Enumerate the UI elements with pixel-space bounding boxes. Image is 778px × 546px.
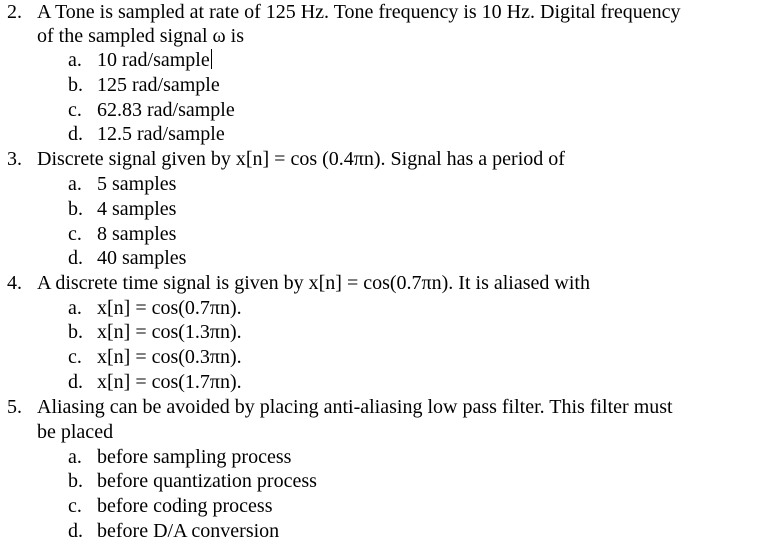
question-text: of the sampled signal ω is [37,25,245,47]
option-letter: d. [68,247,83,269]
option-letter: d. [68,520,83,542]
option-text: before D/A conversion [97,520,280,542]
question-number: 3. [7,148,22,170]
option-letter: b. [68,198,83,220]
option-text: x[n] = cos(1.7πn). [97,371,242,393]
question-number: 2. [7,1,22,23]
option-text: 125 rad/sample [97,74,220,96]
option-letter: a. [68,297,82,319]
option-letter: d. [68,123,83,145]
question-text: A Tone is sampled at rate of 125 Hz. Tone frequency is 10 Hz. Digital frequency [37,1,681,23]
option-text: 4 samples [97,198,177,220]
option-text: 62.83 rad/sample [97,99,235,121]
option-letter: c. [68,99,82,121]
question-text: be placed [37,421,114,443]
question-number: 4. [7,272,22,294]
option-letter: a. [68,446,82,468]
option-text: x[n] = cos(0.7πn). [97,297,242,319]
option-text: 12.5 rad/sample [97,123,225,145]
option-text: 8 samples [97,223,177,245]
option-letter: b. [68,470,83,492]
question-text: Discrete signal given by x[n] = cos (0.4πn). Signal has a period of [37,148,565,170]
text-cursor [211,49,212,69]
option-letter: b. [68,74,83,96]
option-text: before sampling process [97,446,292,468]
question-number: 5. [7,396,22,418]
option-text: x[n] = cos(0.3πn). [97,346,242,368]
option-text: 40 samples [97,247,187,269]
question-text: Aliasing can be avoided by placing anti-aliasing low pass filter. This filter must [37,396,673,418]
option-text: before coding process [97,495,273,517]
option-letter: c. [68,495,82,517]
question-text: A discrete time signal is given by x[n] = cos(0.7πn). It is aliased with [37,272,590,294]
option-letter: a. [68,173,82,195]
option-letter: c. [68,346,82,368]
option-text: x[n] = cos(1.3πn). [97,321,242,343]
option-text: before quantization process [97,470,317,492]
option-text: 10 rad/sample [97,49,210,71]
option-letter: a. [68,49,82,71]
option-letter: c. [68,223,82,245]
option-letter: b. [68,321,83,343]
option-text: 5 samples [97,173,177,195]
option-letter: d. [68,371,83,393]
